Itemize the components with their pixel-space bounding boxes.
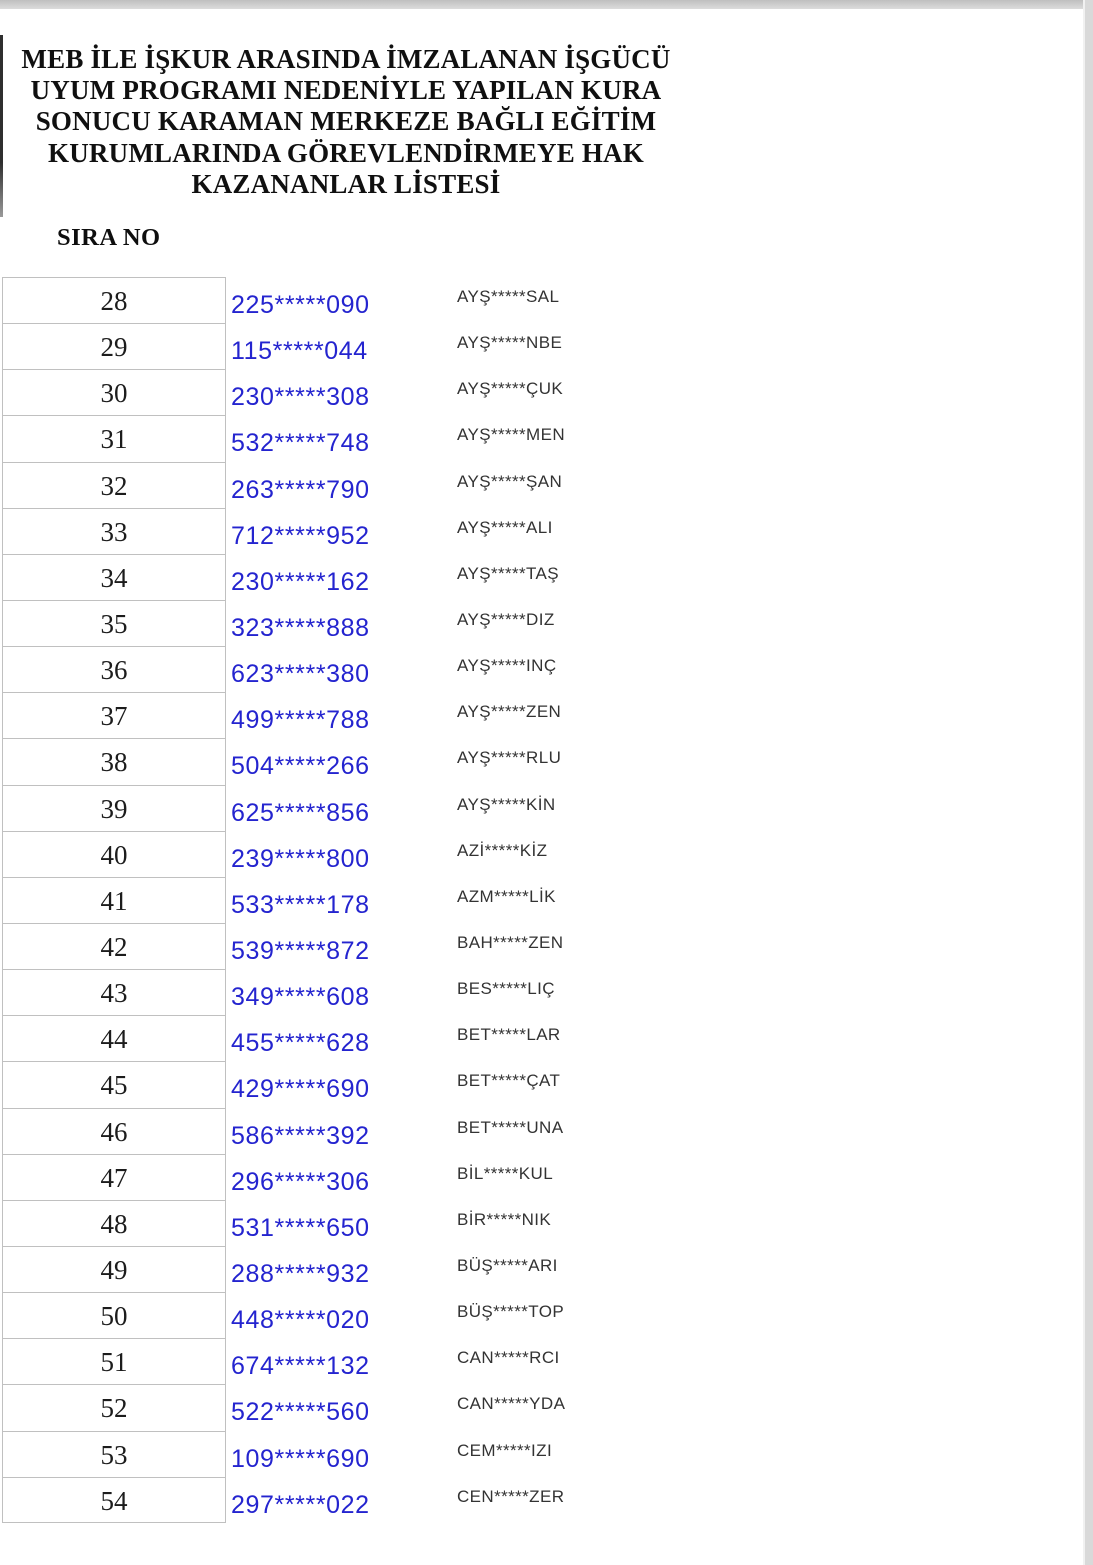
sira-no-cell: 48 [2,1200,226,1246]
sira-no-cell: 34 [2,554,226,600]
masked-name: AYŞ*****NBE [457,333,563,353]
sira-no-cell: 47 [2,1154,226,1200]
masked-id: 297*****022 [231,1490,370,1519]
masked-name: AYŞ*****ÇUK [457,379,564,399]
masked-id: 225*****090 [231,291,370,319]
sira-no-cell: 38 [2,738,226,784]
table-row [2,1015,1082,1061]
scrollbar-track[interactable] [1083,0,1093,1565]
masked-id: 674*****132 [231,1352,370,1381]
table-row [2,738,1082,784]
document-title [0,44,692,200]
masked-id: 623*****380 [231,660,370,689]
masked-name: BET*****ÇAT [457,1071,561,1091]
masked-name: AZM*****LİK [457,886,556,906]
sira-no-cell: 33 [2,508,226,554]
masked-name: AYŞ*****ALI [457,517,553,537]
masked-id: 448*****020 [231,1306,370,1335]
sira-no-cell: 29 [2,323,226,369]
sira-no-cell: 37 [2,692,226,738]
masked-name: AYŞ*****TAŞ [457,563,560,583]
sira-no-cell: 35 [2,600,226,646]
masked-name: CAN*****RCI [457,1348,560,1368]
sira-no-cell: 30 [2,369,226,415]
sira-no-cell: 45 [2,1061,226,1107]
sira-no-cell: 52 [2,1384,226,1430]
masked-name: AYŞ*****INÇ [457,656,557,676]
masked-id: 239*****800 [231,844,370,873]
sira-no-cell: 54 [2,1477,226,1523]
masked-id: 288*****932 [231,1259,370,1288]
sira-no-cell: 40 [2,831,226,877]
table-row [2,1431,1082,1477]
table-row [2,277,1082,323]
masked-id: 712*****952 [231,521,370,550]
table-row [2,1384,1082,1430]
masked-name: CAN*****YDA [457,1394,566,1414]
table-row [2,415,1082,461]
title-line-4: KURUMLARINDA GÖREVLENDİRMEYE HAK [48,137,644,168]
table-row [2,1108,1082,1154]
masked-name: AYŞ*****ŞAN [457,471,563,491]
masked-id: 625*****856 [231,798,370,827]
sira-no-cell: 50 [2,1292,226,1338]
masked-name: BET*****LAR [457,1025,561,1045]
masked-name: AYŞ*****ZEN [457,702,562,722]
masked-id: 499*****788 [231,706,370,735]
column-header-sira-no: SIRA NO [57,224,161,251]
sira-no-cell: 44 [2,1015,226,1061]
table-row [2,1200,1082,1246]
masked-id: 455*****628 [231,1029,370,1058]
sira-no-cell: 41 [2,877,226,923]
masked-name: AYŞ*****KİN [457,794,556,814]
masked-id: 522*****560 [231,1398,370,1427]
masked-id: 539*****872 [231,936,370,965]
title-line-1: MEB İLE İŞKUR ARASINDA İMZALANAN İŞGÜCÜ [21,44,671,74]
sira-no-cell: 49 [2,1246,226,1292]
masked-name: AZİ*****KİZ [457,840,548,860]
results-table [2,277,1082,1523]
table-row [2,600,1082,646]
masked-name: CEN*****ZER [457,1486,565,1506]
sira-no-cell: 32 [2,462,226,508]
masked-id: 504*****266 [231,752,370,781]
sira-no-cell: 43 [2,969,226,1015]
masked-name: AYŞ*****MEN [457,425,566,445]
masked-name: BAH*****ZEN [457,932,564,952]
masked-id: 296*****306 [231,1167,370,1196]
table-row [2,877,1082,923]
table-row [2,1246,1082,1292]
masked-id: 115*****044 [231,337,368,366]
masked-name: BÜŞ*****TOP [457,1302,565,1322]
masked-id: 230*****162 [231,567,370,596]
sira-no-cell: 36 [2,646,226,692]
title-line-2: UYUM PROGRAMI NEDENİYLE YAPILAN KURA [30,75,662,106]
masked-id: 586*****392 [231,1121,370,1150]
masked-id: 109*****690 [231,1444,370,1473]
masked-id: 429*****690 [231,1075,370,1104]
masked-name: AYŞ*****DIZ [457,609,555,629]
table-row [2,923,1082,969]
masked-name: BÜŞ*****ARI [457,1255,558,1275]
table-row [2,1061,1082,1107]
table-row [2,785,1082,831]
masked-name: BİL*****KUL [457,1163,554,1183]
table-row [2,831,1082,877]
sira-no-cell: 28 [2,277,226,323]
table-row [2,462,1082,508]
sira-no-cell: 39 [2,785,226,831]
table-row [2,646,1082,692]
table-row [2,1292,1082,1338]
masked-id: 533*****178 [231,890,370,919]
sira-no-cell: 51 [2,1338,226,1384]
table-row [2,1338,1082,1384]
masked-id: 531*****650 [231,1213,370,1242]
table-row [2,323,1082,369]
masked-name: AYŞ*****RLU [457,748,562,768]
title-line-3: SONUCU KARAMAN MERKEZE BAĞLI EĞİTİM [35,106,657,137]
table-row [2,508,1082,554]
masked-name: BET*****UNA [457,1117,564,1137]
masked-name: AYŞ*****SAL [457,287,560,306]
masked-id: 532*****748 [231,429,370,458]
table-row [2,1154,1082,1200]
sira-no-cell: 46 [2,1108,226,1154]
masked-id: 263*****790 [231,475,370,504]
masked-name: BES*****LIÇ [457,979,555,999]
masked-id: 230*****308 [231,383,370,412]
table-row [2,969,1082,1015]
table-row [2,554,1082,600]
masked-name: BİR*****NIK [457,1209,552,1229]
title-line-5: KAZANANLAR LİSTESİ [191,168,501,199]
table-row [2,692,1082,738]
sira-no-cell: 31 [2,415,226,461]
table-row [2,1477,1082,1523]
window-top-edge [0,0,1093,9]
masked-id: 349*****608 [231,983,370,1012]
masked-id: 323*****888 [231,613,370,642]
masked-name: CEM*****IZI [457,1440,553,1460]
table-row [2,369,1082,415]
sira-no-cell: 42 [2,923,226,969]
sira-no-cell: 53 [2,1431,226,1477]
